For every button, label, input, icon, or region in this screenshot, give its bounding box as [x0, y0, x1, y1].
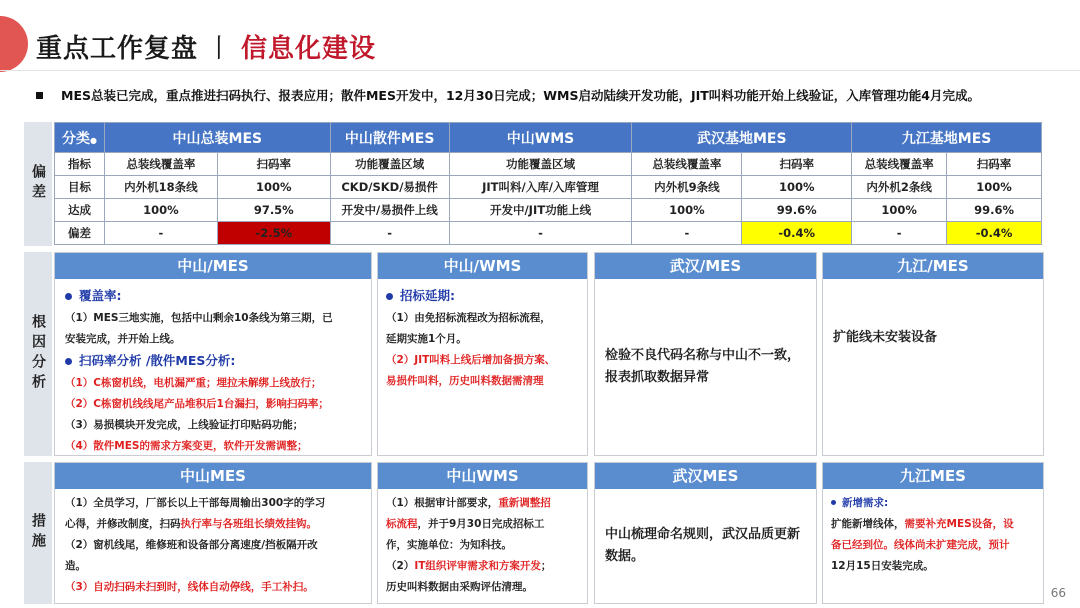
panel-title: 中山MES [55, 463, 371, 489]
row-label: 指标 [55, 153, 105, 176]
panel-title: 中山/MES [55, 253, 371, 279]
table-cell: 总装线覆盖率 [852, 153, 947, 176]
table-row [55, 222, 1042, 245]
row-label: 目标 [55, 176, 105, 199]
band-root-cause: 根因分析 [24, 252, 52, 456]
bullet-dot-icon [386, 293, 393, 300]
title-main: 重点工作复盘 [36, 34, 199, 64]
header-zs-assembly-mes: 中山总装MES [104, 123, 330, 153]
table-cell: 99.6% [742, 199, 852, 222]
deviation-cell-warning: -0.4% [947, 222, 1042, 245]
table-cell: CKD/SKD/易损件 [330, 176, 449, 199]
table-cell: - [449, 222, 632, 245]
deviation-table [54, 122, 1042, 245]
table-cell: 100% [947, 176, 1042, 199]
table-cell: 功能覆盖区域 [449, 153, 632, 176]
summary-text: MES总装已完成，重点推进扫码执行、报表应用；散件MES开发中，12月30日完成；WMS启动陆续开发功能，JIT叫料功能开始上线验证，入库管理功能4月完成。 [61, 88, 981, 103]
summary-line [36, 86, 980, 104]
table-cell: 扫码率 [742, 153, 852, 176]
table-cell: 功能覆盖区域 [330, 153, 449, 176]
deviation-cell-warning: -0.4% [742, 222, 852, 245]
table-cell: - [104, 222, 217, 245]
title-separator: 丨 [206, 34, 234, 64]
table-cell: 开发中/易损件上线 [330, 199, 449, 222]
root-cause-zs-mes-panel: 中山/MES 覆盖率: （1）MES三地实施，包括中山剩余10条线为第三期，已 安装完成，并开始上线。 扫码率分析 /散件MES分析: （1）C栋窗机线，电机漏严重；埋拉未解绑上线放行； （2）C栋窗机线线尾产品堆积后1台漏扫，影响扫码率； （3）易损模块开发完成，上线验证打印贴码功能； （4）散件MES的需求方案变更，软件开发需调整； [54, 252, 372, 456]
table-cell: 开发中/JIT功能上线 [449, 199, 632, 222]
table-cell: 总装线覆盖率 [632, 153, 742, 176]
band-deviation: 偏差 [24, 122, 52, 246]
table-cell: 扫码率 [217, 153, 330, 176]
table-cell: 100% [104, 199, 217, 222]
table-row [55, 176, 1042, 199]
root-cause-wh-mes-panel: 武汉/MES 检验不良代码名称与中山不一致， 报表抓取数据异常 [594, 252, 817, 456]
root-cause-jj-mes-panel: 九江/MES 扩能线未安装设备 [822, 252, 1044, 456]
page-title [36, 28, 376, 65]
panel-title: 中山WMS [378, 463, 587, 489]
table-row [55, 153, 1042, 176]
table-row [55, 199, 1042, 222]
row-label: 达成 [55, 199, 105, 222]
measures-jj-mes-panel: 九江MES 新增需求: 扩能新增线体，需要补充MES设备，设 备已经到位。线体尚未扩建完成，预计 12月15日安装完成。 [822, 462, 1044, 604]
table-cell: - [330, 222, 449, 245]
table-cell: 内外机2条线 [852, 176, 947, 199]
panel-title: 九江/MES [823, 253, 1043, 279]
header-jj-mes: 九江基地MES [852, 123, 1042, 153]
title-sub: 信息化建设 [241, 34, 377, 64]
table-cell: 内外机9条线 [632, 176, 742, 199]
table-cell: 97.5% [217, 199, 330, 222]
bullet-dot-icon [831, 500, 836, 505]
band-measures: 措施 [24, 462, 52, 604]
root-cause-zs-wms-panel: 中山/WMS 招标延期: （1）由免招标流程改为招标流程， 延期实施1个月。 （2）JIT叫料上线后增加备损方案、 易损件叫料，历史叫料数据需清理 [377, 252, 588, 456]
panel-title: 中山/WMS [378, 253, 587, 279]
table-cell: - [632, 222, 742, 245]
bullet-dot-icon [65, 358, 72, 365]
panel-title: 武汉/MES [595, 253, 816, 279]
table-cell: 99.6% [947, 199, 1042, 222]
panel-title: 武汉MES [595, 463, 816, 489]
page-number: 66 [1050, 586, 1066, 600]
bullet-dot-icon [65, 293, 72, 300]
deviation-cell-negative: -2.5% [217, 222, 330, 245]
row-label: 偏差 [55, 222, 105, 245]
table-cell: JIT叫料/入库/入库管理 [449, 176, 632, 199]
table-cell: 100% [632, 199, 742, 222]
square-bullet-icon [36, 92, 43, 99]
table-cell: 100% [852, 199, 947, 222]
table-cell: 内外机18条线 [104, 176, 217, 199]
table-header-row [55, 123, 1042, 153]
measures-zs-mes-panel: 中山MES （1）全员学习，厂部长以上干部每周输出300字的学习 心得，并修改制度，扫码执行率与各班组长绩效挂钩。 （2）窗机线尾，维修班和设备部分离速度/挡板隔开改 造。 （3）自动扫码未扫到时，线体自动停线，手工补扫。 [54, 462, 372, 604]
header-zs-wms: 中山WMS [449, 123, 632, 153]
table-cell: 100% [217, 176, 330, 199]
measures-wh-mes-panel: 武汉MES 中山梳理命名规则，武汉品质更新 数据。 [594, 462, 817, 604]
table-cell: 总装线覆盖率 [104, 153, 217, 176]
table-cell: - [852, 222, 947, 245]
header-wh-mes: 武汉基地MES [632, 123, 852, 153]
header-corner: 分类● [55, 123, 105, 153]
title-divider [0, 70, 1080, 71]
decorative-circle [0, 16, 28, 72]
measures-zs-wms-panel: 中山WMS （1）根据审计部要求，重新调整招 标流程，并于9月30日完成招标工 作，实施单位：为知科技。 （2）IT组织评审需求和方案开发； 历史叫料数据由采购评估清理。 [377, 462, 588, 604]
table-cell: 扫码率 [947, 153, 1042, 176]
table-cell: 100% [742, 176, 852, 199]
panel-title: 九江MES [823, 463, 1043, 489]
header-zs-parts-mes: 中山散件MES [330, 123, 449, 153]
